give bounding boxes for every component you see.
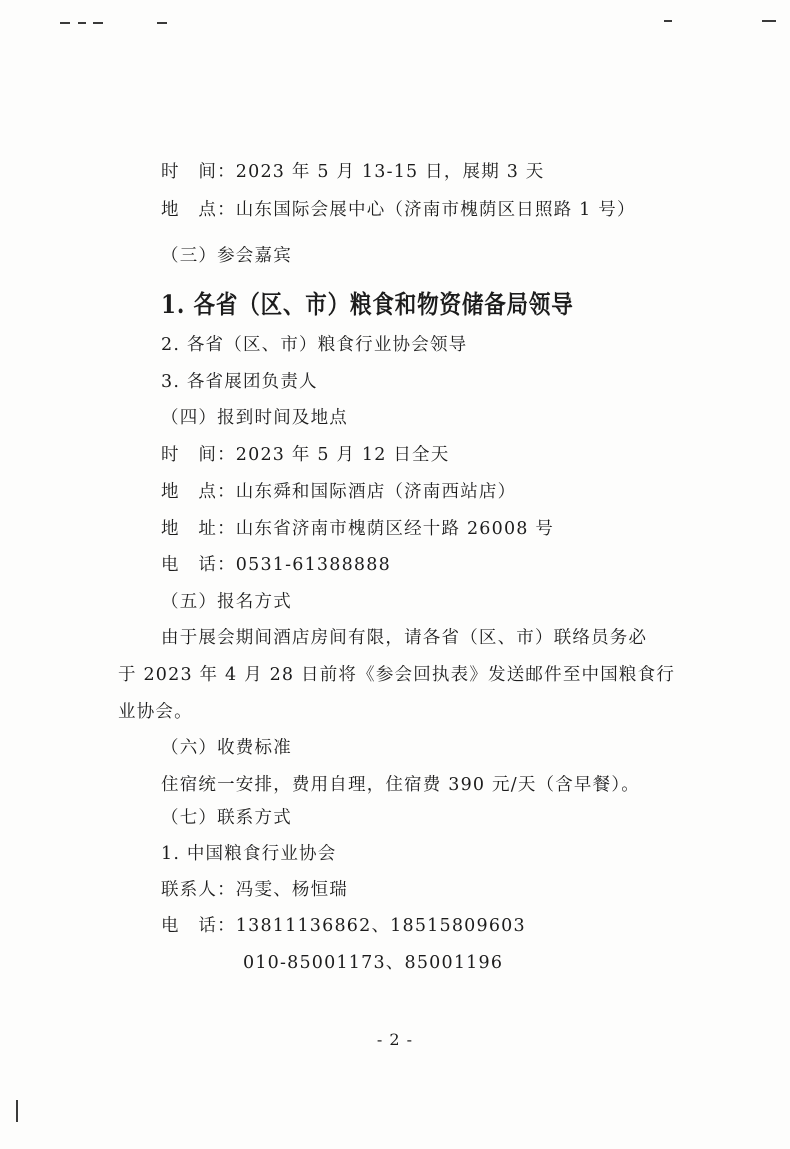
paragraph-line: 于 2023 年 4 月 28 日前将《参会回执表》发送邮件至中国粮食行 xyxy=(118,665,676,685)
contact-phone-line-2: 010-85001173、85001196 xyxy=(243,953,504,973)
scan-mark xyxy=(60,22,70,24)
contact-org-line: 1. 中国粮食行业协会 xyxy=(161,844,337,864)
contact-person-line: 联系人：冯雯、杨恒瑞 xyxy=(161,880,348,900)
registration-venue-line: 地 点：山东舜和国际酒店（济南西站店） xyxy=(161,482,517,502)
section-heading-signup: （五）报名方式 xyxy=(161,592,292,612)
scan-mark xyxy=(78,22,86,24)
guest-item-3: 3. 各省展团负责人 xyxy=(161,372,318,392)
registration-address-line: 地 址：山东省济南市槐荫区经十路 26008 号 xyxy=(161,519,555,539)
guest-item-1: 1. 各省（区、市）粮食和物资储备局领导 xyxy=(161,290,574,319)
registration-time-line: 时 间：2023 年 5 月 12 日全天 xyxy=(161,445,450,465)
scan-mark xyxy=(157,22,167,24)
section-heading-contact: （七）联系方式 xyxy=(161,808,292,828)
exhibition-venue-line: 地 点：山东国际会展中心（济南市槐荫区日照路 1 号） xyxy=(161,200,636,220)
paragraph-line: 业协会。 xyxy=(118,702,193,722)
section-heading-registration: （四）报到时间及地点 xyxy=(161,408,348,428)
scan-mark xyxy=(16,1100,18,1122)
exhibition-time-line: 时 间：2023 年 5 月 13-15 日，展期 3 天 xyxy=(161,162,545,182)
scan-mark xyxy=(93,22,103,24)
paragraph-line: 由于展会期间酒店房间有限，请各省（区、市）联络员务必 xyxy=(161,628,648,648)
scan-mark xyxy=(762,20,776,22)
section-heading-fees: （六）收费标准 xyxy=(161,738,292,758)
fees-line: 住宿统一安排，费用自理，住宿费 390 元/天（含早餐）。 xyxy=(161,775,640,795)
page-number: - 2 - xyxy=(376,1030,414,1049)
scan-mark xyxy=(664,20,672,22)
contact-phone-line: 电 话：13811136862、18515809603 xyxy=(161,916,526,936)
section-heading-guests: （三）参会嘉宾 xyxy=(161,246,292,266)
guest-item-2: 2. 各省（区、市）粮食行业协会领导 xyxy=(161,335,468,355)
registration-phone-line: 电 话：0531-61388888 xyxy=(161,555,391,575)
